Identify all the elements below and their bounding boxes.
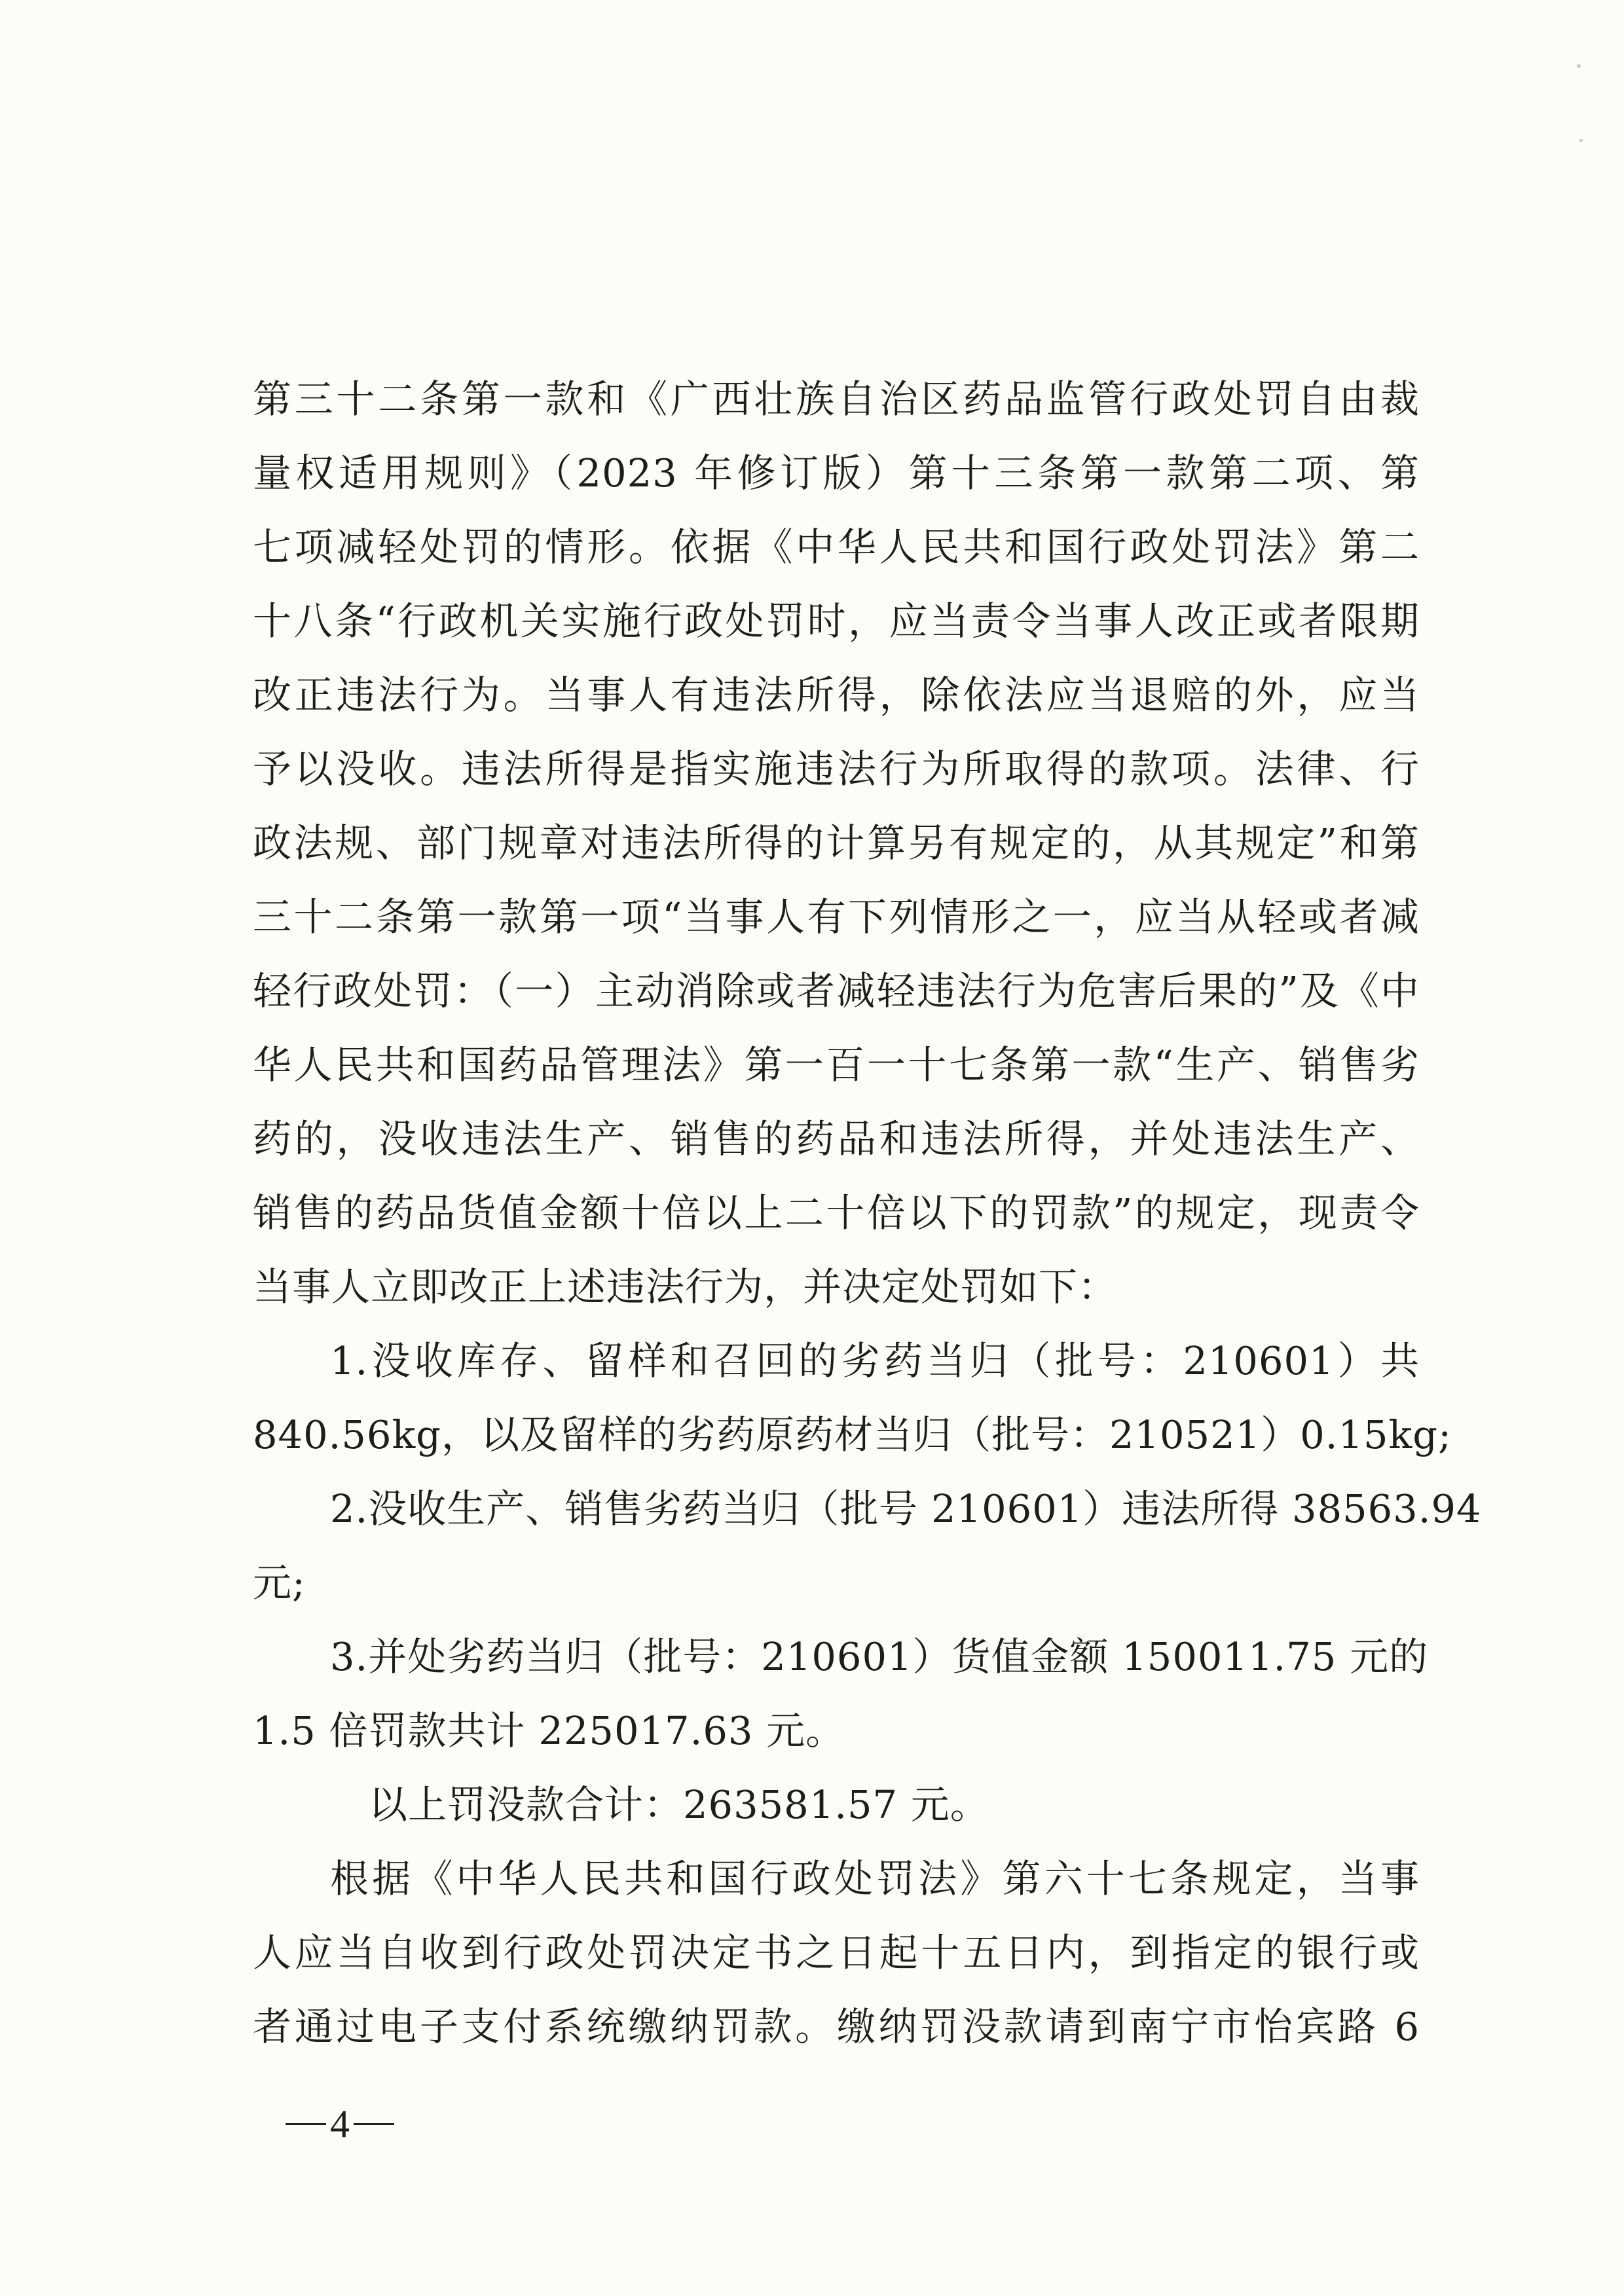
text-line: 以上罚没款合计：263581.57 元。 [369,1782,989,1827]
text-line: 改正违法行为。当事人有违法所得，除依法应当退赔的外，应当 [253,672,1420,718]
text-line: 1.5 倍罚款共计 225017.63 元。 [253,1708,845,1753]
text-line: 840.56kg，以及留样的劣药原药材当归（批号：210521）0.15kg; [253,1412,1452,1457]
text-line: 华人民共和国药品管理法》第一百一十七条第一款“生产、销售劣 [253,1042,1420,1087]
text-line: 人应当自收到行政处罚决定书之日起十五日内，到指定的银行或 [253,1930,1420,1975]
dash-left [286,2123,326,2125]
text-line: 1.没收库存、留样和召回的劣药当归（批号：210601）共 [330,1338,1420,1383]
text-line: 销售的药品货值金额十倍以上二十倍以下的罚款”的规定，现责令 [253,1190,1420,1235]
text-line: 十八条“行政机关实施行政处罚时，应当责令当事人改正或者限期 [253,598,1420,644]
text-line: 予以没收。违法所得是指实施违法行为所取得的款项。法律、行 [253,746,1420,792]
text-line: 药的，没收违法生产、销售的药品和违法所得，并处违法生产、 [253,1116,1420,1161]
text-line: 三十二条第一款第一项“当事人有下列情形之一，应当从轻或者减 [253,894,1420,939]
text-line: 第三十二条第一款和《广西壮族自治区药品监管行政处罚自由裁 [253,376,1420,422]
text-line: 者通过电子支付系统缴纳罚款。缴纳罚没款请到南宁市怡宾路 6 [253,2004,1420,2049]
text-line: 轻行政处罚：（一）主动消除或者减轻违法行为危害后果的”及《中 [253,968,1420,1013]
text-line: 2.没收生产、销售劣药当归（批号 210601）违法所得 38563.94 [330,1486,1482,1531]
text-line: 元; [253,1560,306,1605]
text-line: 当事人立即改正上述违法行为，并决定处罚如下： [253,1264,1118,1309]
scan-speck [1577,64,1581,68]
text-line: 政法规、部门规章对违法所得的计算另有规定的，从其规定”和第 [253,820,1420,866]
text-line: 七项减轻处罚的情形。依据《中华人民共和国行政处罚法》第二 [253,524,1420,570]
text-line: 3.并处劣药当归（批号：210601）货值金额 150011.75 元的 [330,1634,1429,1679]
text-line: 根据《中华人民共和国行政处罚法》第六十七条规定，当事 [330,1856,1420,1901]
body-text [253,362,1482,2064]
page-footer [282,2102,398,2147]
dash-right [354,2123,394,2125]
page-number: 4 [330,2102,350,2145]
text-line: 量权适用规则》（2023 年修订版）第十三条第一款第二项、第 [253,450,1420,496]
scan-speck [1579,139,1583,142]
